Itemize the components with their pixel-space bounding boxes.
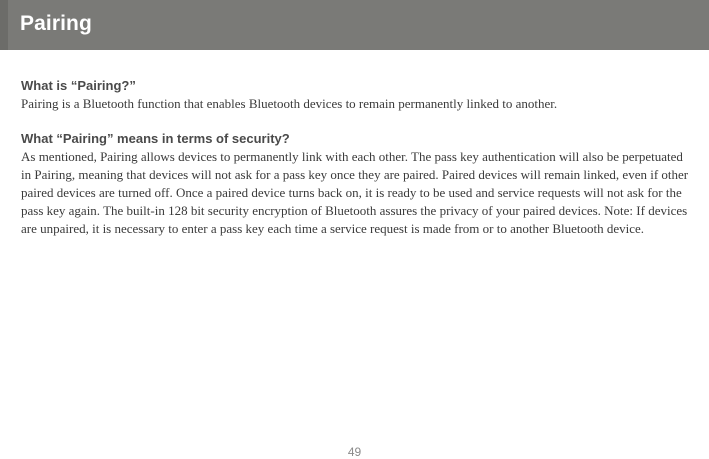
section-heading: What is “Pairing?” — [21, 78, 136, 93]
section-what-is-pairing — [21, 76, 689, 113]
header-accent — [0, 0, 8, 50]
section-body: As mentioned, Pairing allows devices to permanently link with each other. The pass key authentication will also be perpetuated in Pairing, meaning that devices will not ask for a pass key once they are paired. Paired devices will remain linked, even if other paired devices are turned off. Once a paired device turns back on, it is ready to be used and service requests will not ask for the pass key again. The built-in 128 bit security encryption of Bluetooth assures the privacy of your paired devices. Note: If devices are unpaired, it is necessary to enter a pass key each time a service request is made from or to another Bluetooth device. — [21, 149, 689, 236]
section-pairing-security — [21, 129, 689, 238]
content-area — [21, 76, 689, 254]
header-bar — [0, 0, 709, 50]
page-number: 49 — [347, 445, 362, 459]
section-body: Pairing is a Bluetooth function that enables Bluetooth devices to remain permanently linked to another. — [21, 96, 558, 111]
page-title: Pairing — [20, 12, 92, 35]
section-heading: What “Pairing” means in terms of security? — [21, 131, 290, 146]
